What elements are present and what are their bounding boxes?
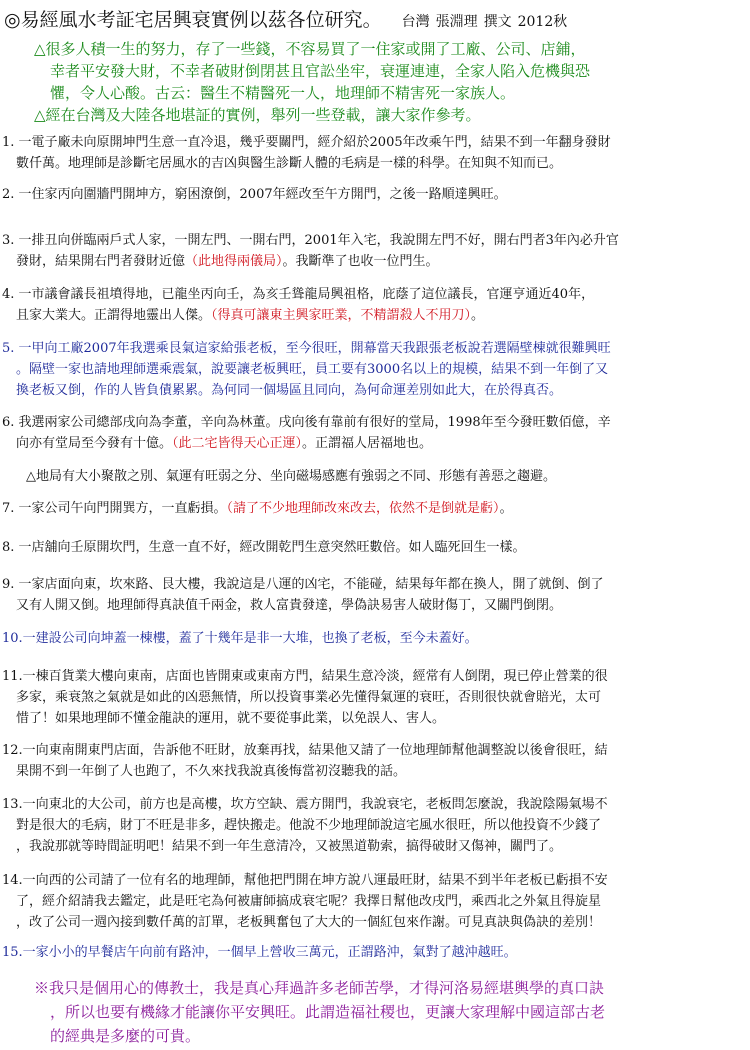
case-item-11 [2,666,730,729]
case-line [2,501,513,516]
case-line [2,433,730,454]
case-item-9 [2,574,730,616]
case-line: 4. 一市議會議長祖墳得地，已龍坐丙向壬，為亥壬聳龍局興祖格，庇蔭了這位議長，官運亨通近40年， [2,287,595,302]
case-line: 13.一向東北的大公司，前方也是高樓，坎方空缺、震方開門，我說衰宅，老板問怎麼說，我說陰陽氣場不 [2,797,608,812]
page-title [4,8,748,34]
case-line: 15.一家小小的早餐店午向前有路沖，一個早上營收三萬元，正謂路沖，氣對了越沖越旺。 [2,945,517,960]
intro-line: △很多人積一生的努力，存了一些錢，不容易買了一住家或開了工廠、公司、店鋪， [34,40,586,58]
case-line: 了，經介紹請我去鑑定，此是旺宅為何被庸師搞成衰宅呢？我擇日幫他改戌門，乘西北之外氣且得旋星 [16,894,602,909]
case-item-10 [2,628,730,649]
case-text: 。 [499,501,513,516]
case-line: 。隔壁一家也請地理師選乘震氣，說要讓老板興旺，員工要有3000名以上的規模，結果不到一年倒了又 [16,362,609,377]
case-item-12 [2,740,730,782]
case-line: ，我說那就等時間証明吧！結果不到一年生意清冷，又被黑道勒索，搞得破財又傷神，關門了。 [16,839,563,854]
case-item-4 [2,284,730,326]
title-text: ◎易經風水考証宅居興衰實例以茲各位研究。 [4,9,382,31]
note-text: △地局有大小聚散之別、氣運有旺弱之分、坐向磁場感應有強弱之不同、形態有善惡之趨避。 [26,469,556,484]
case-item-13 [2,794,730,857]
closing-line: 的經典是多麼的可貴。 [50,1027,201,1045]
case-text: 7. 一家公司午向門開巽方，一直虧損。 [2,501,227,516]
case-item-1 [2,132,730,174]
closing-paragraph [34,976,734,1048]
case-item-7 [2,498,730,519]
highlight-red: （請了不少地理師改來改去，依然不是倒就是虧） [226,501,500,516]
case-line [2,251,730,272]
case-line: 又有人開又倒。地理師得真訣值千兩金，救人富貴發達，學偽訣易害人破財傷丁，又關門倒閉。 [16,598,563,613]
credit-text: 撰文 [483,14,512,30]
intro-paragraph-1 [34,38,734,104]
case-item-8 [2,537,730,558]
case-line: ，改了公司一週內接到數仟萬的訂單，老板興奮包了大大的一個紅包來作謝。可見真訣與偽訣的差別！ [16,915,602,930]
region-text: 台灣 [401,14,430,30]
highlight-red: （得真可讓東主興家旺業，不精謂殺人不用刀） [211,308,472,323]
case-item-14 [2,870,730,933]
case-line: 多家，乘衰煞之氣就是如此的凶惡無情，所以投資事業必先懂得氣運的衰旺，否則很快就會賠光，太可 [16,690,602,705]
case-line: 8. 一店舖向壬原開坎門，生意一直不好，經改開乾門生意突然旺數倍。如人臨死回生一樣。 [2,540,526,555]
note-paragraph [26,466,726,487]
case-line: 果開不到一年倒了人也跑了，不久來找我說真後悔當初沒聽我的話。 [16,764,407,779]
case-line [2,305,730,326]
case-item-15 [2,942,730,963]
intro-line: △經在台灣及大陸各地堪証的實例，舉列一些登載，讓大家作參考。 [34,106,481,124]
case-line: 對是很大的毛病，財丁不旺是非多，趕快搬走。他說不少地理師說這宅風水很旺，所以他投資不少錢了 [16,818,602,833]
case-text: 向亦有堂局至今發有十億。 [16,436,173,451]
intro-line: 懼，令人心酸。古云：醫生不精醫死一人，地理師不精害死一家族人。 [50,84,516,102]
case-line: 數仟萬。地理師是診斷宅居風水的吉凶與醫生診斷人體的毛病是一樣的科學。在知與不知而已。 [16,156,563,171]
date-text: 2012秋 [517,14,568,30]
case-line: 14.一向西的公司請了一位有名的地理師，幫他把門開在坤方說八運最旺財，結果不到半年老板已虧損不安 [2,873,608,888]
case-line: 換老板又倒，作的人皆負債累累。為何同一個場區且同向，為何命運差別如此大，在於得真否。 [16,383,563,398]
case-line: 12.一向東南開東門店面，告訴他不旺財，放棄再找，結果他又請了一位地理師幫他調整說以後會很旺，結 [2,743,608,758]
title-meta [396,14,568,30]
case-line: 2. 一住家丙向圍牆門開坤方，窮困潦倒，2007年經改至午方開門，之後一路順達興旺。 [2,187,507,202]
case-line: 3. 一排丑向併臨兩戶式人家，一開左門、一開右門，2001年入宅，我說開左門不好，開右門者3年內必升官 [2,233,619,248]
case-line: 1. 一電子廠未向原開坤門生意一直冷退，幾乎要關門，經介紹於2005年改乘午門，結果不到一年翻身發財 [2,135,611,150]
intro-paragraph-2 [34,104,734,126]
case-item-5 [2,338,730,401]
case-line: 11.一棟百貨業大樓向東南，店面也皆開東或東南方門，結果生意冷淡，經常有人倒閉，現已停止營業的很 [2,669,608,684]
closing-line: ，所以也要有機緣才能讓你平安興旺。此謂造福社稷也，更讓大家理解中國這部古老 [50,1003,606,1021]
case-text: 且家大業大。正謂得地靈出人傑。 [16,308,212,323]
case-line: 5. 一甲向工廠2007年我選乘艮氣這家給張老板，至今很旺，開幕當天我跟張老板說若選隔壁棟就很難興旺 [2,341,611,356]
closing-line: ※我只是個用心的傳教士，我是真心拜過許多老師苦學，才得河洛易經堪輿學的真口訣 [34,979,605,997]
author-name: 張淵理 [435,14,478,30]
case-text: 。我斷準了也收一位門生。 [282,254,439,269]
case-item-2 [2,184,730,205]
case-text: 。 [471,308,485,323]
case-text: 發財，結果開右門者發財近億 [16,254,186,269]
case-item-6 [2,412,730,454]
highlight-red: （此地得兩儀局） [185,254,283,269]
case-line: 9. 一家店面向東，坎來路、艮大樓，我說這是八運的凶宅，不能碰，結果每年都在換人，開了就倒、倒了 [2,577,604,592]
case-item-3 [2,230,730,272]
case-line: 惜了！如果地理師不懂金龍訣的運用，就不要從事此業，以免誤人、害人。 [16,711,446,726]
case-line: 6. 我選兩家公司總部戌向為李董，辛向為林董。戌向後有靠前有很好的堂局，1998年至今發旺數佰億，辛 [2,415,611,430]
highlight-red: （此二宅皆得天心正運） [172,436,303,451]
case-text: 。正謂福人居福地也。 [302,436,433,451]
case-line: 10.一建設公司向坤蓋一棟樓，蓋了十幾年是非一大堆，也換了老板，至今未蓋好。 [2,631,478,646]
intro-line: 幸者平安發大財，不幸者破財倒閉甚且官訟坐牢，衰運連連，全家人陷入危機與恐 [50,62,591,80]
